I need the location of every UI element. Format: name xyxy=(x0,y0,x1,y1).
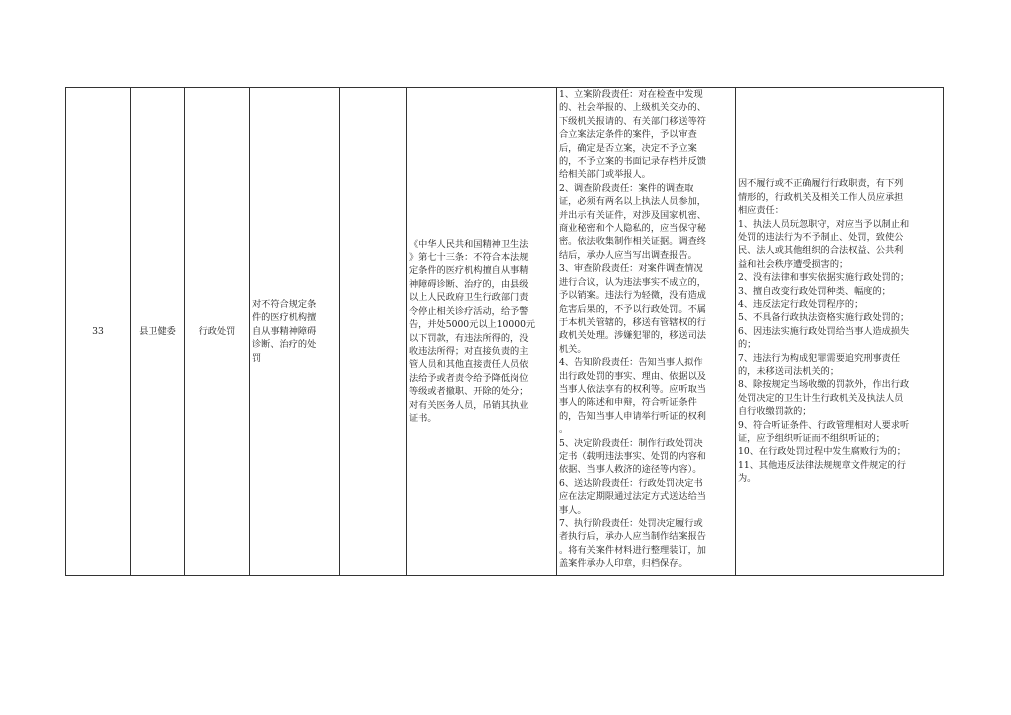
responsibility-cell xyxy=(557,88,736,576)
item-name-text: 对不符合规定条 件的医疗机构擅 自从事精神障碍 诊断、治疗的处 罚 xyxy=(252,298,317,364)
responsibility-text: 1、立案阶段责任：对在检查中发现 的、社会举报的、上级机关交办的、 下级机关报请的、有关部门移送等符 合立案法定条件的案件，予以审查 后，确定是否立案，决定不予立案 的，不予立案的书面记录存档并反馈 给相关部门或举报人。 2、调查阶段责任：案件的调查取 证，必须有两名以上执法人员参加， 并出示有关证件，对涉及国家机密、 商业秘密和个人隐私的，应当保守秘 密。依法收集制作相关证据。调查终 结后，承办人应当写出调查报告。 3、审查阶段责任：对案件调查情况 进行合议，认为违法事实不成立的， 予以销案。违法行为轻微，没有造成 危害后果的，不予以行政处罚。不属 于本机关管辖的，移送有管辖权的行 政机关处理。涉嫌犯罪的，移送司法 机关。 4、告知阶段责任：告知当事人拟作 出行政处罚的事实、理由、依据以及 当事人依法享有的权利等。应听取当 事人的陈述和申辩，符合听证条件 的，告知当事人申请举行听证的权利 。 5、决定阶段责任：制作行政处罚决 定书（载明违法事实、处罚的内容和 依据、当事人救济的途径等内容）。 6、送达阶段责任：行政处罚决定书 应在法定期限通过法定方式送达给当 事人。 7、执行阶段责任：处罚决定履行或 者执行后，承办人应当制作结案报告 。将有关案件材料进行整理装订，加 盖案件承办人印章，归档保存。 xyxy=(559,89,706,570)
category-cell: 行政处罚 xyxy=(185,88,250,576)
accountability-cell xyxy=(736,88,944,576)
row-number: 33 xyxy=(66,88,131,576)
empty-cell xyxy=(340,88,407,576)
legal-basis-text: 《中华人民共和国精神卫生法 》第七十三条：不符合本法规 定条件的医疗机构擅自从事精 神障碍诊断、治疗的，由县级 以上人民政府卫生行政部门责 令停止相关诊疗活动，给予警 告，并处5000元以上10000元 以下罚款，有违法所得的，没 收违法所得；对直接负责的主 管人员和其他直接责任人员依 法给予或者责令给予降低岗位 等级或者撤职、开除的处分； 对有关医务人员，吊销其执业 证书。 xyxy=(409,238,536,424)
legal-basis-cell xyxy=(407,88,557,576)
duty-table xyxy=(65,87,944,576)
accountability-text: 因不履行或不正确履行行政职责，有下列 情形的，行政机关及相关工作人员应承担 相应责任： 1、执法人员玩忽职守，对应当予以制止和 处罚的违法行为不予制止、处罚，致使公 民、法人或其他组织的合法权益、公共利 益和社会秩序遭受损害的； 2、没有法律和事实依据实施行政处罚的； 3、擅自改变行政处罚种类、幅度的； 4、违反法定行政处罚程序的； 5、不具备行政执法资格实施行政处罚的； 6、因违法实施行政处罚给当事人造成损失 的； 7、违法行为构成犯罪需要追究刑事责任 的，未移送司法机关的； 8、除按规定当场收缴的罚款外，作出行政 处罚决定的卫生计生行政机关及执法人员 自行收缴罚款的； 9、符合听证条件、行政管理相对人要求听 证，应予组织听证而不组织听证的； 10、在行政处罚过程中发生腐败行为的； 11、其他违反法律法规规章文件规定的行 为。 xyxy=(738,178,910,485)
table-row xyxy=(66,88,944,576)
department-cell: 县卫健委 xyxy=(131,88,185,576)
item-name-cell xyxy=(250,88,340,576)
